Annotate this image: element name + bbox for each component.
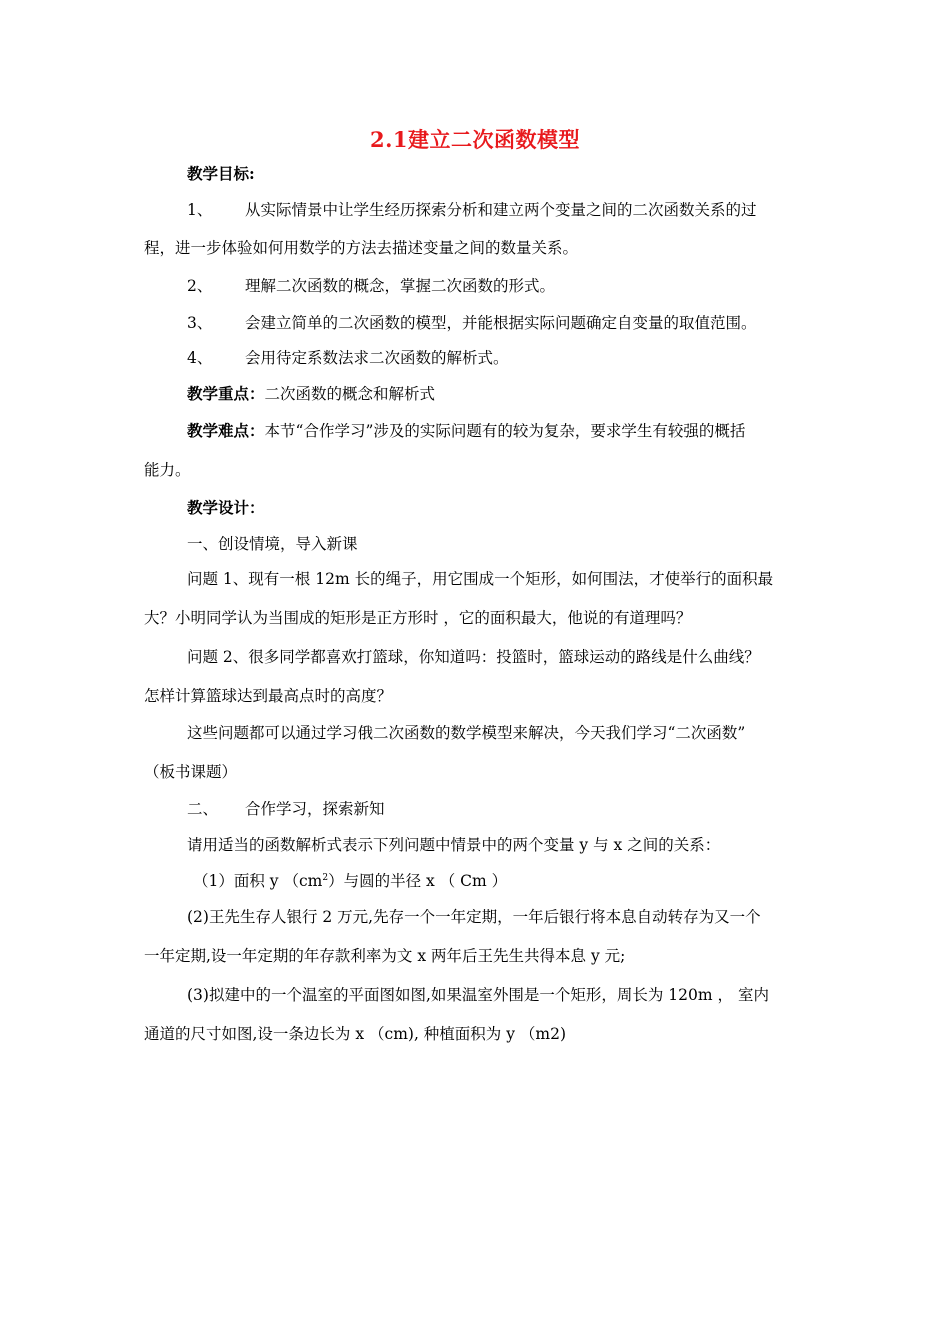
- goal-4: [187, 348, 509, 368]
- task-1-superscript: 2: [322, 872, 329, 883]
- task-1: [193, 871, 507, 891]
- section-2-heading: [187, 799, 385, 819]
- section-2-number: 二、: [187, 800, 219, 818]
- goal-4-text: 会用待定系数法求二次函数的解析式。: [245, 349, 509, 367]
- focus-text: 二次函数的概念和解析式: [264, 385, 436, 403]
- goal-1-number: 1、: [187, 201, 213, 219]
- task-2-continued: 一年定期,设一年定期的年存款利率为文 x 两年后王先生共得本息 y 元;: [144, 947, 626, 965]
- difficulty-continued: 能力。: [144, 461, 191, 479]
- task-3: (3)拟建中的一个温室的平面图如图,如果温室外围是一个矩形，周长为 120m ， 室内: [187, 986, 769, 1004]
- question-1: 问题 1、现有一根 12m 长的绳子，用它围成一个矩形，如何围法，才使举行的面积最: [187, 570, 774, 588]
- question-1-continued: 大？小明同学认为当围成的矩形是正方形时 ，它的面积最大，他说的有道理吗？: [144, 609, 692, 627]
- goal-3: [187, 313, 757, 333]
- difficulty-text: 本节“合作学习”涉及的实际问题有的较为复杂，要求学生有较强的概括: [264, 422, 746, 440]
- task-2: (2)王先生存人银行 2 万元,先存一个一年定期，一年后银行将本息自动转存为又一个: [187, 908, 761, 926]
- intro-paragraph-continued: （板书课题）: [144, 763, 238, 781]
- question-2: 问题 2、很多同学都喜欢打篮球，你知道吗：投篮时，篮球运动的路线是什么曲线？: [187, 648, 760, 666]
- teaching-difficulty: [187, 421, 745, 441]
- goal-1: [187, 200, 757, 220]
- question-2-continued: 怎样计算篮球达到最高点时的高度？: [144, 687, 393, 705]
- difficulty-label: 教学难点：: [187, 421, 265, 440]
- goals-heading: 教学目标:: [187, 164, 255, 183]
- goal-2: [187, 276, 555, 296]
- goal-3-text: 会建立简单的二次函数的模型，并能根据实际问题确定自变量的取值范围。: [245, 314, 757, 332]
- goal-2-number: 2、: [187, 277, 213, 295]
- goal-4-number: 4、: [187, 349, 213, 367]
- focus-label: 教学重点：: [187, 384, 265, 403]
- task-1-text-a: （1）面积 y （cm: [193, 872, 323, 890]
- section-2-text: 合作学习，探索新知: [245, 800, 385, 818]
- section-1-heading: 一、创设情境，导入新课: [187, 535, 358, 553]
- task-3-continued: 通道的尺寸如图,设一条边长为 x （cm), 种植面积为 y （m2): [144, 1025, 567, 1043]
- goal-3-number: 3、: [187, 314, 213, 332]
- goal-1-text: 从实际情景中让学生经历探索分析和建立两个变量之间的二次函数关系的过: [245, 201, 757, 219]
- document-title: 2.1建立二次函数模型: [369, 127, 581, 152]
- design-heading: 教学设计：: [187, 498, 265, 517]
- teaching-focus: [187, 384, 435, 404]
- task-intro: 请用适当的函数解析式表示下列问题中情景中的两个变量 y 与 x 之间的关系：: [187, 836, 721, 854]
- intro-paragraph: 这些问题都可以通过学习俄二次函数的数学模型来解决，今天我们学习“二次函数”: [187, 724, 746, 742]
- goal-1-continued: 程，进一步体验如何用数学的方法去描述变量之间的数量关系。: [144, 239, 579, 257]
- task-1-text-b: ）与圆的半径 x （ Cm ）: [328, 872, 508, 890]
- goal-2-text: 理解二次函数的概念，掌握二次函数的形式。: [245, 277, 556, 295]
